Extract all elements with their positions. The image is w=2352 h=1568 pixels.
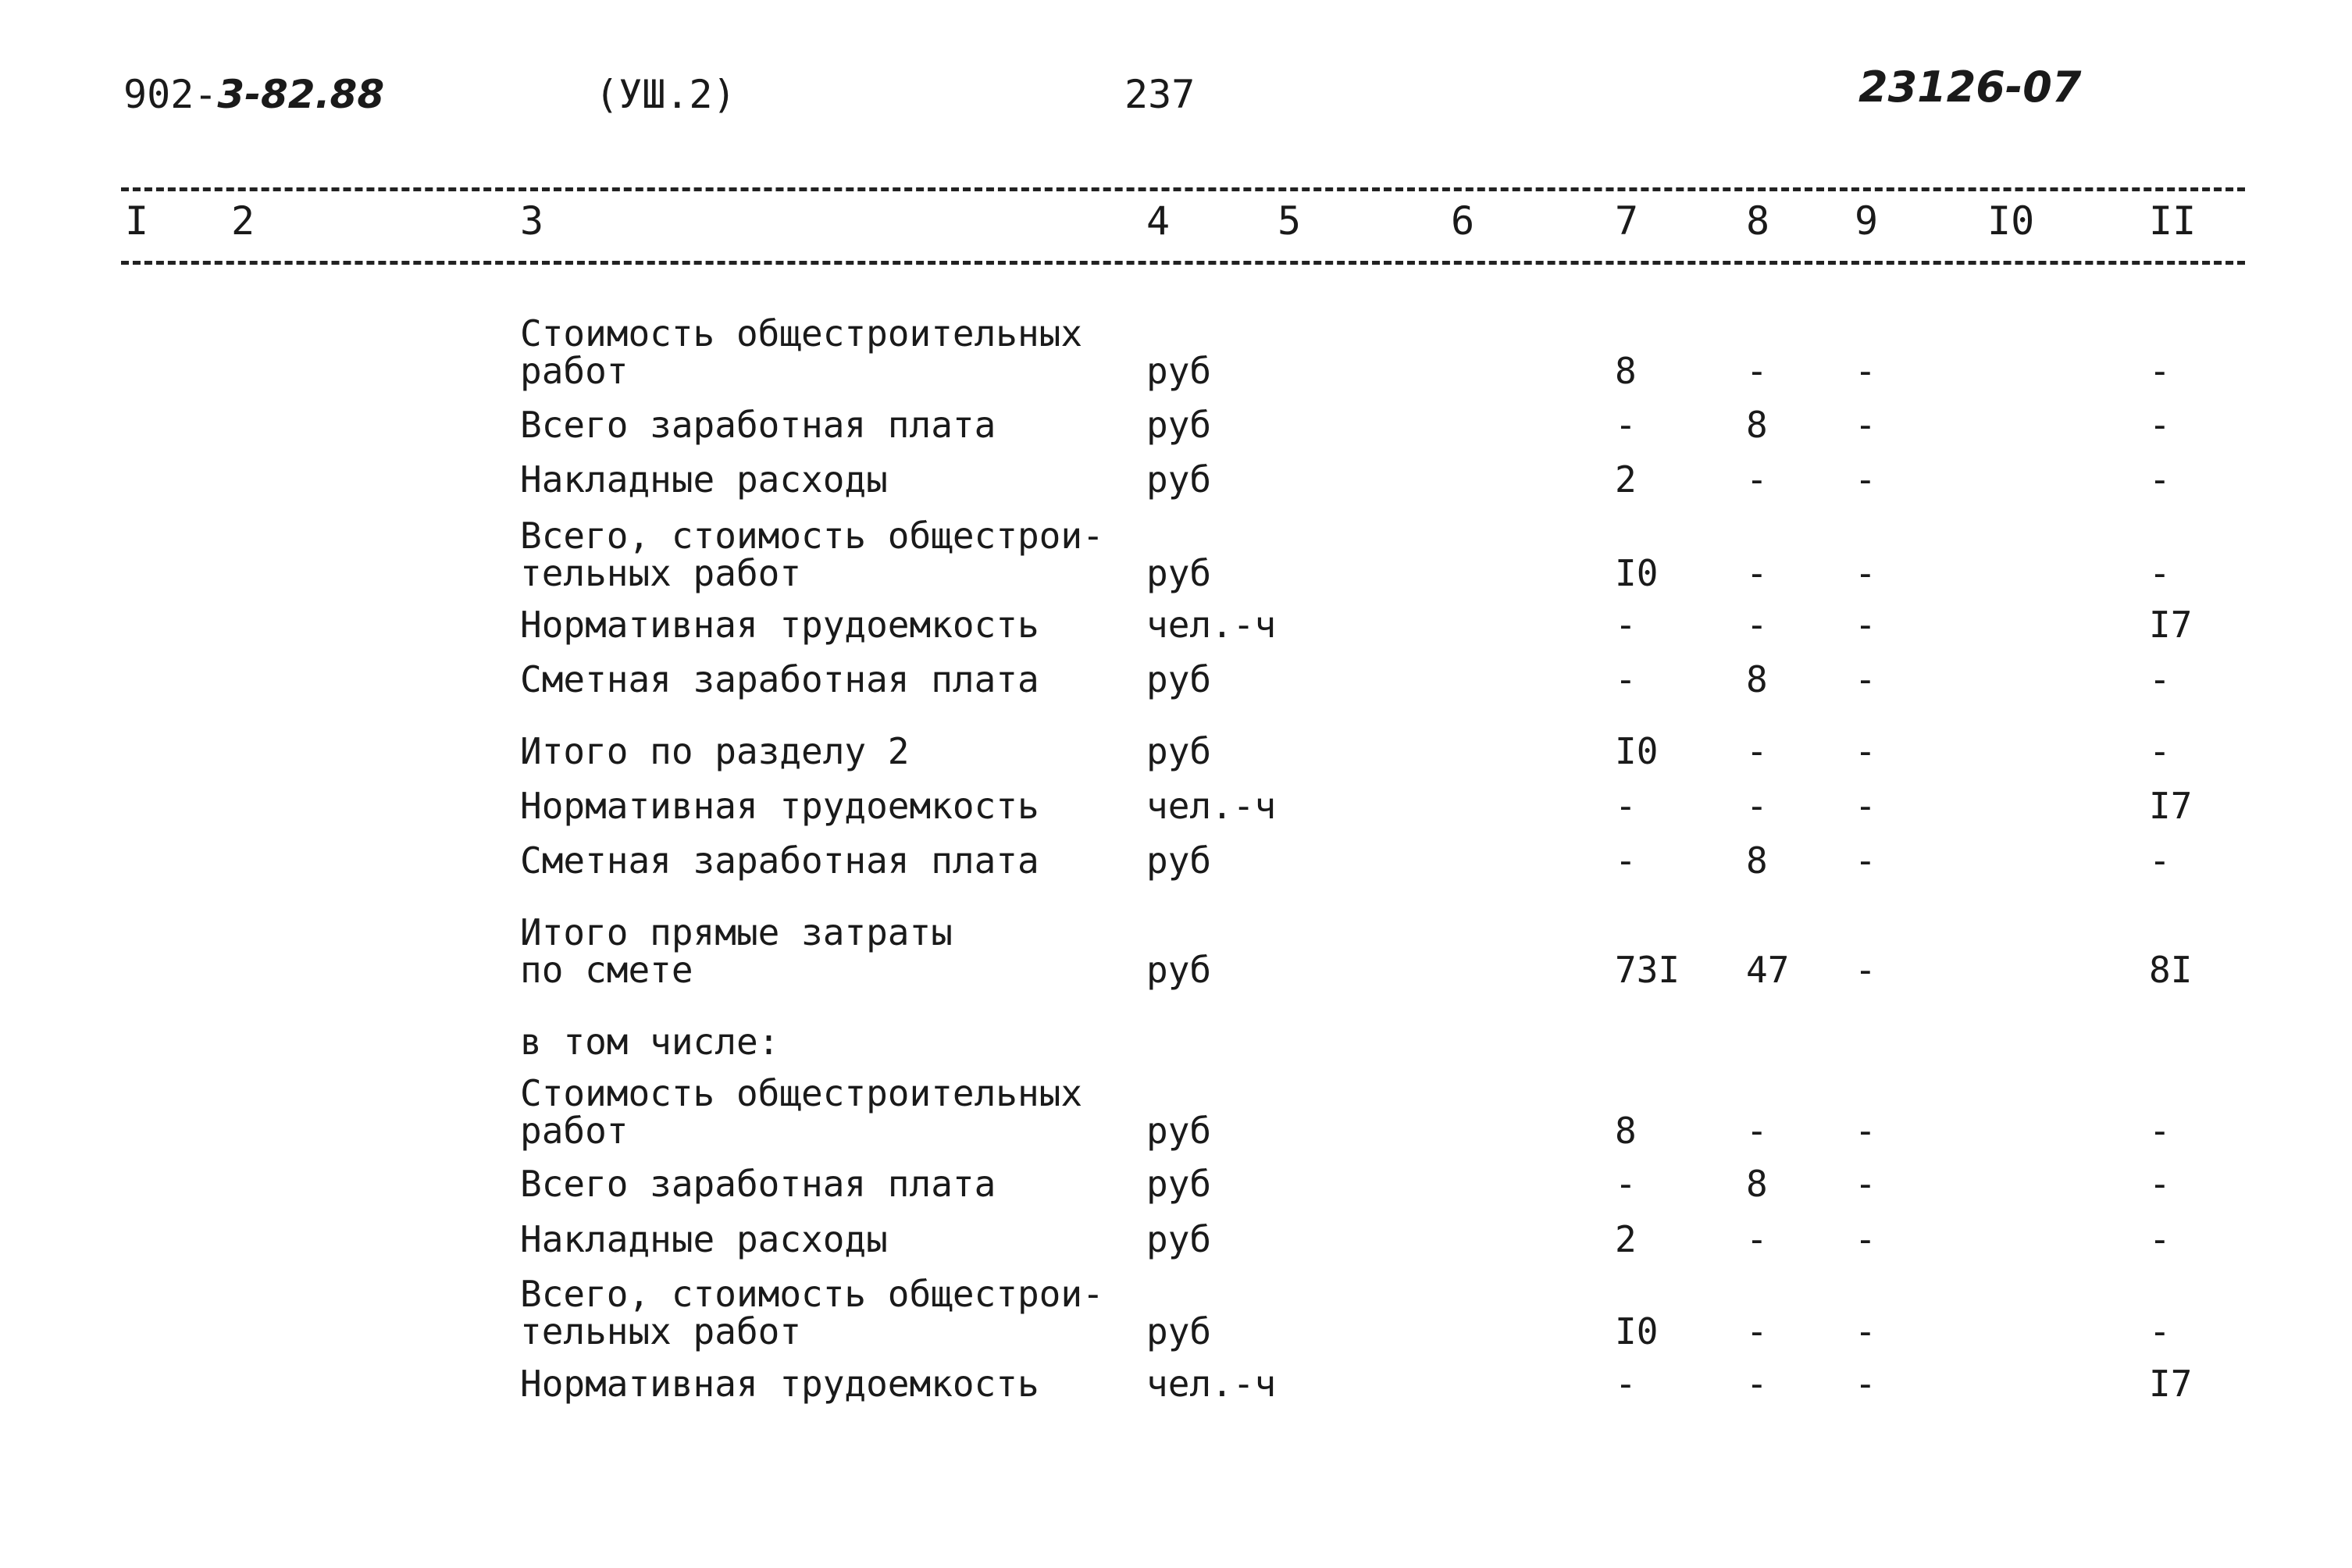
row-col7: -: [1615, 658, 1637, 700]
row-col9: -: [1855, 730, 1876, 772]
row-col7: 2: [1615, 458, 1637, 501]
row-col8: -: [1746, 730, 1768, 772]
row-unit: руб: [1146, 458, 1212, 501]
row-unit: руб: [1146, 1218, 1212, 1260]
row-name: Нормативная трудоемкость: [520, 1363, 1039, 1405]
row-col8: -: [1746, 1363, 1768, 1405]
row-col11: -: [2149, 1163, 2171, 1205]
row-col7: I0: [1615, 730, 1659, 772]
row-col8: 8: [1746, 1163, 1768, 1205]
row-name: Всего заработная плата: [520, 404, 996, 446]
row-col7: -: [1615, 1163, 1637, 1205]
row-unit: руб: [1146, 949, 1212, 991]
row-col8: -: [1746, 552, 1768, 594]
row-col7: 8: [1615, 350, 1637, 392]
row-col11: -: [2149, 404, 2171, 446]
row-name: Накладные расходы: [520, 1218, 888, 1260]
row-col7: 2: [1615, 1218, 1637, 1260]
row-unit: чел.-ч: [1146, 604, 1277, 646]
album-number: (УШ.2): [595, 72, 736, 117]
row-name: Нормативная трудоемкость: [520, 785, 1039, 827]
header-rule-top: [121, 187, 2245, 191]
row-name: Стоимость общестроительных работ: [520, 1072, 1083, 1152]
row-col9: -: [1855, 1310, 1876, 1352]
row-name: Стоимость общестроительных работ: [520, 312, 1083, 392]
column-number: 8: [1746, 198, 1770, 244]
row-col8: 47: [1746, 949, 1790, 991]
row-col9: -: [1855, 839, 1876, 882]
column-number: 6: [1451, 198, 1475, 244]
column-number: 3: [520, 198, 544, 244]
column-number: 7: [1615, 198, 1639, 244]
row-col7: I0: [1615, 552, 1659, 594]
row-col9: -: [1855, 604, 1876, 646]
row-name: Накладные расходы: [520, 458, 888, 501]
row-col11: -: [2149, 730, 2171, 772]
row-col9: -: [1855, 658, 1876, 700]
row-col9: -: [1855, 404, 1876, 446]
column-number: 9: [1855, 198, 1879, 244]
column-number: I0: [1987, 198, 2035, 244]
row-name: Сметная заработная плата: [520, 839, 1039, 882]
row-name: Всего, стоимость общестрои-тельных работ: [520, 1273, 1104, 1352]
row-col9: -: [1855, 949, 1876, 991]
row-col9: -: [1855, 1110, 1876, 1152]
row-unit: руб: [1146, 730, 1212, 772]
row-col8: 8: [1746, 839, 1768, 882]
row-col7: -: [1615, 1363, 1637, 1405]
row-name: Итого прямые затраты по смете: [520, 911, 953, 991]
row-unit: руб: [1146, 552, 1212, 594]
row-col11: -: [2149, 1110, 2171, 1152]
row-col7: -: [1615, 785, 1637, 827]
row-col9: -: [1855, 1218, 1876, 1260]
row-name: в том числе:: [520, 1021, 780, 1063]
row-name: Сметная заработная плата: [520, 658, 1039, 700]
row-unit: чел.-ч: [1146, 1363, 1277, 1405]
row-col11: -: [2149, 350, 2171, 392]
row-name: Нормативная трудоемкость: [520, 604, 1039, 646]
column-number: 4: [1146, 198, 1171, 244]
row-col7: I0: [1615, 1310, 1659, 1352]
row-col7: 8: [1615, 1110, 1637, 1152]
row-unit: чел.-ч: [1146, 785, 1277, 827]
row-unit: руб: [1146, 404, 1212, 446]
row-col8: -: [1746, 350, 1768, 392]
row-col11: I7: [2149, 604, 2193, 646]
row-col8: -: [1746, 604, 1768, 646]
inventory-number: 23126-07: [1858, 62, 2082, 112]
row-col7: -: [1615, 404, 1637, 446]
row-col9: -: [1855, 552, 1876, 594]
row-unit: руб: [1146, 658, 1212, 700]
page-number: 237: [1124, 72, 1196, 117]
row-name: Всего, стоимость общестрои-тельных работ: [520, 515, 1104, 594]
row-unit: руб: [1146, 1310, 1212, 1352]
row-col11: -: [2149, 658, 2171, 700]
column-number: II: [2149, 198, 2197, 244]
row-unit: руб: [1146, 1163, 1212, 1205]
row-col8: -: [1746, 785, 1768, 827]
row-col9: -: [1855, 1163, 1876, 1205]
row-unit: руб: [1146, 350, 1212, 392]
row-col9: -: [1855, 350, 1876, 392]
row-col11: -: [2149, 1218, 2171, 1260]
document-code: [123, 72, 384, 117]
row-name: Всего заработная плата: [520, 1163, 996, 1205]
row-col9: -: [1855, 1363, 1876, 1405]
row-col7: -: [1615, 839, 1637, 882]
row-col11: I7: [2149, 1363, 2193, 1405]
row-col8: -: [1746, 1218, 1768, 1260]
document-code-printed: 902-: [123, 72, 218, 117]
row-col8: 8: [1746, 404, 1768, 446]
column-number: 5: [1278, 198, 1302, 244]
row-name: Итого по разделу 2: [520, 730, 910, 772]
row-col8: -: [1746, 1310, 1768, 1352]
row-unit: руб: [1146, 1110, 1212, 1152]
row-col11: I7: [2149, 785, 2193, 827]
row-col8: -: [1746, 1110, 1768, 1152]
column-number: I: [125, 198, 149, 244]
row-col9: -: [1855, 458, 1876, 501]
row-col11: 8I: [2149, 949, 2193, 991]
row-col11: -: [2149, 458, 2171, 501]
document-code-handwritten: 3-82.88: [217, 72, 385, 117]
column-number: 2: [231, 198, 255, 244]
row-col11: -: [2149, 552, 2171, 594]
row-col8: 8: [1746, 658, 1768, 700]
row-col11: -: [2149, 839, 2171, 882]
header-rule-bottom: [121, 261, 2245, 265]
row-unit: руб: [1146, 839, 1212, 882]
row-col7: -: [1615, 604, 1637, 646]
row-col11: -: [2149, 1310, 2171, 1352]
row-col7: 73I: [1615, 949, 1680, 991]
row-col9: -: [1855, 785, 1876, 827]
row-col8: -: [1746, 458, 1768, 501]
